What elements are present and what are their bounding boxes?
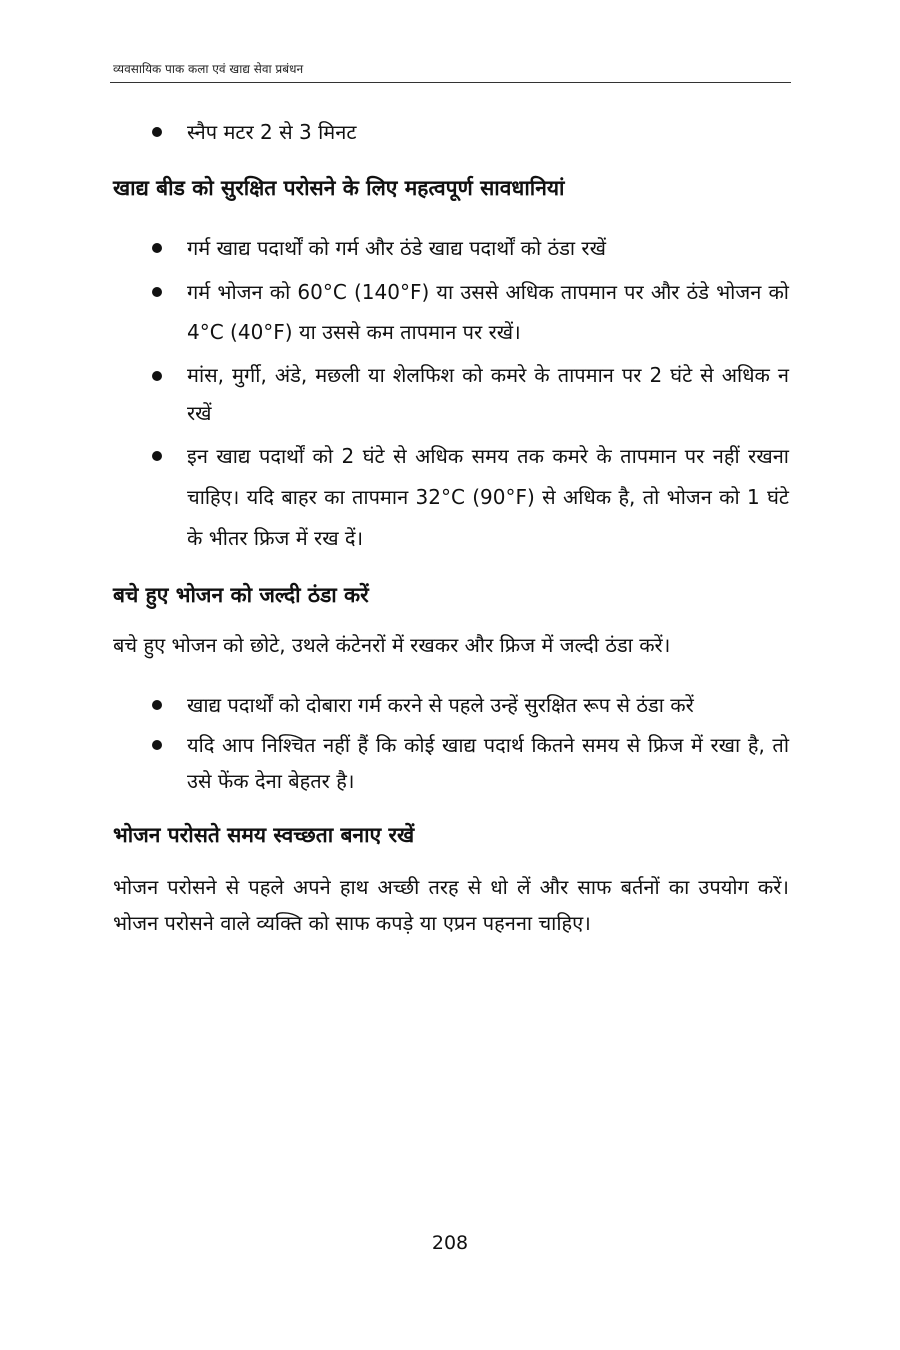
header-rule: [110, 82, 791, 83]
cool-leftovers-bullet-list: [113, 687, 789, 799]
bullet-icon: [152, 287, 162, 297]
bullet-icon: [152, 371, 162, 381]
safe-serving-bullet-list: [113, 228, 789, 559]
bullet-icon: [152, 127, 162, 137]
bullet-icon: [152, 451, 162, 461]
list-item-text: स्नैप मटर 2 से 3 मिनट: [187, 120, 357, 144]
bullet-icon: [152, 700, 162, 710]
list-item-text: मांस, मुर्गी, अंडे, मछली या शेलफिश को कमरे के तापमान पर 2 घंटे से अधिक न रखें: [187, 363, 789, 425]
list-item: [113, 687, 789, 723]
hygiene-paragraph: भोजन परोसने से पहले अपने हाथ अच्छी तरह से धो लें और साफ बर्तनों का उपयोग करें। भोजन परोसने वाले व्यक्ति को साफ कपड़े या एप्रन पहनना चाहिए।: [113, 875, 789, 935]
list-item: [113, 112, 789, 152]
list-item-text: गर्म खाद्य पदार्थों को गर्म और ठंडे खाद्य पदार्थों को ठंडा रखें: [187, 236, 606, 260]
list-item-text: यदि आप निश्चित नहीं हैं कि कोई खाद्य पदार्थ कितने समय से फ्रिज में रखा है, तो उसे फेंक देना बेहतर है।: [187, 733, 789, 793]
bullet-icon: [152, 243, 162, 253]
running-header: व्यवसायिक पाक कला एवं खाद्य सेवा प्रबंधन: [113, 62, 304, 76]
section-title-cool-leftovers: बचे हुए भोजन को जल्दी ठंडा करें: [113, 583, 369, 607]
list-item: [113, 727, 789, 799]
section-title-safe-serving: खाद्य बीड को सुरक्षित परोसने के लिए महत्वपूर्ण सावधानियां: [113, 176, 565, 200]
bullet-icon: [152, 740, 162, 750]
page-number: 208: [431, 1232, 469, 1254]
list-item: [113, 356, 789, 432]
cool-leftovers-paragraph: बचे हुए भोजन को छोटे, उथले कंटेनरों में रखकर और फ्रिज में जल्दी ठंडा करें।: [113, 633, 671, 657]
list-item: [113, 228, 789, 268]
list-item: [113, 436, 789, 559]
list-item-text: खाद्य पदार्थों को दोबारा गर्म करने से पहले उन्हें सुरक्षित रूप से ठंडा करें: [187, 693, 694, 717]
page-body: [113, 112, 789, 941]
list-item-text: गर्म भोजन को 60°C (140°F) या उससे अधिक तापमान पर और ठंडे भोजन को 4°C (40°F) या उससे कम तापमान पर रखें।: [187, 280, 789, 344]
intro-bullet-list: [113, 112, 789, 152]
list-item-text: इन खाद्य पदार्थों को 2 घंटे से अधिक समय तक कमरे के तापमान पर नहीं रखना चाहिए। यदि बाहर का तापमान 32°C (90°F) से अधिक है, तो भोजन को 1 घंटे के भीतर फ्रिज में रख दें।: [187, 444, 789, 550]
section-title-hygiene: भोजन परोसते समय स्वच्छता बनाए रखें: [113, 823, 415, 847]
list-item: [113, 272, 789, 352]
